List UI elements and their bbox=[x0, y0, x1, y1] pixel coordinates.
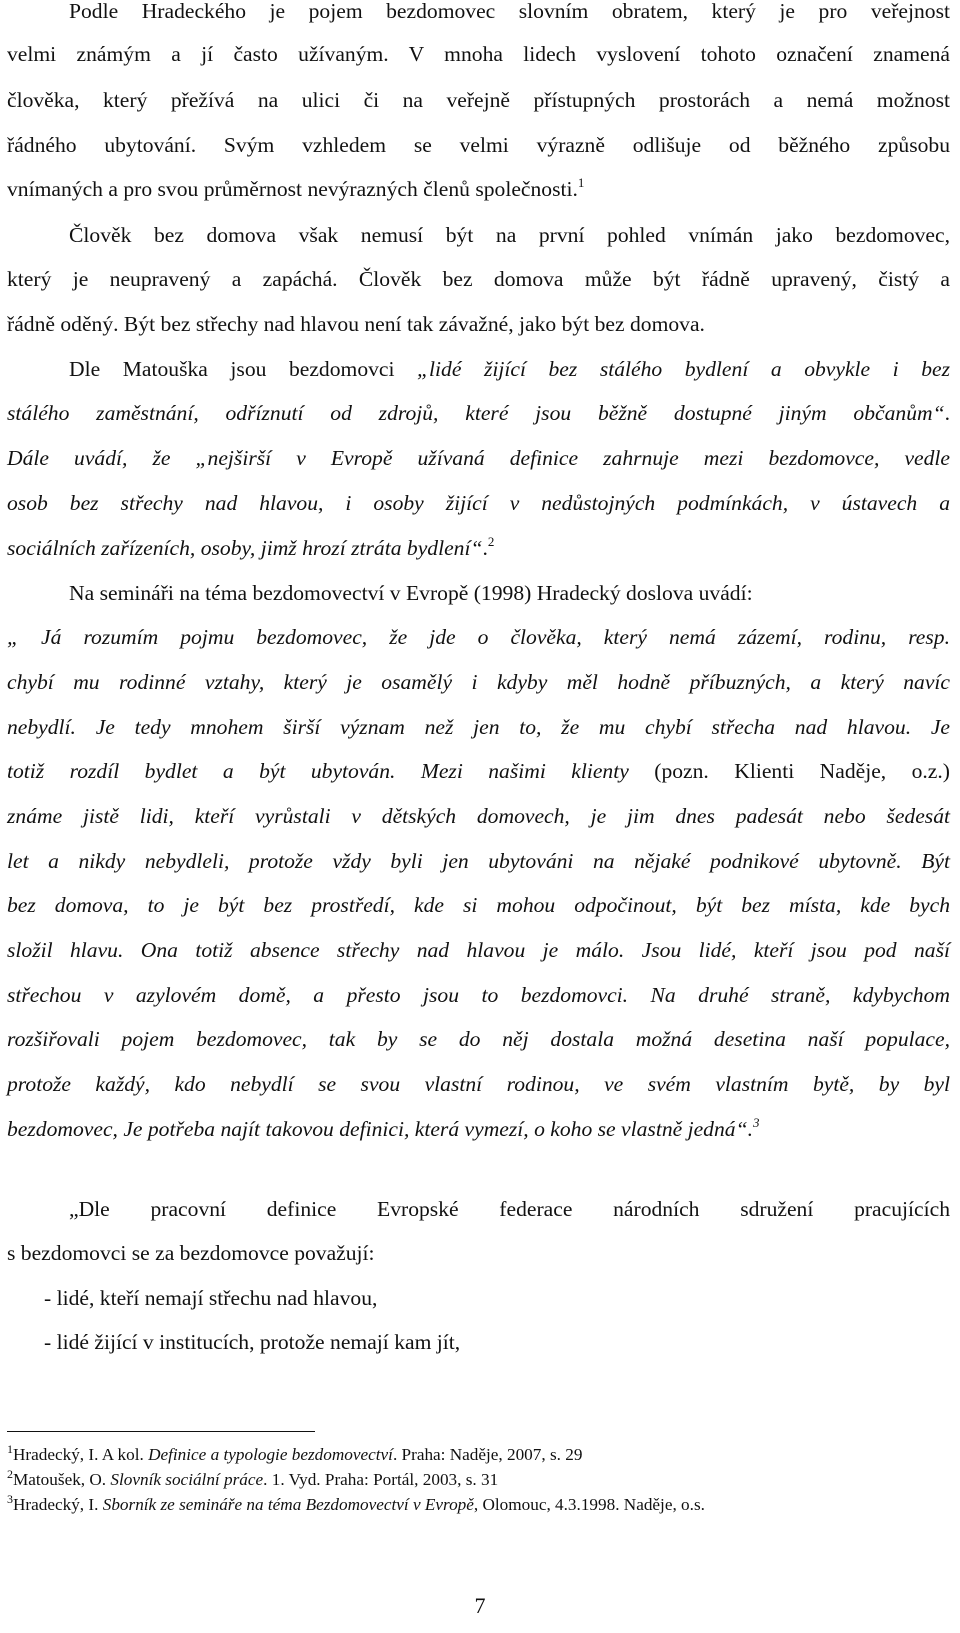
paragraph-2-line: který je neupravený a zapáchá. Člověk bez domova může být řádně upravený, čistý a bbox=[7, 267, 950, 291]
quote-line: rozšiřovali pojem bezdomovec, tak by se do něj dostala možná desetina naší populace, bbox=[7, 1027, 950, 1051]
paragraph-3-line: stálého zaměstnání, odříznutí od zdrojů, které jsou běžně dostupné jiným občanům“. bbox=[7, 401, 950, 425]
paragraph-1-line: velmi známým a jí často užívaným. V mnoha lidech vyslovení tohoto označení znamená bbox=[7, 42, 950, 66]
quote-line: nebydlí. Je tedy mnohem širší význam než jen to, že mu chybí střecha nad hlavou. Je bbox=[7, 715, 950, 739]
paragraph-1-line: člověka, který přežívá na ulici či na veřejně přístupných prostorách a nemá možnost bbox=[7, 88, 950, 112]
paragraph-4-line: Na semináři na téma bezdomovectví v Evropě (1998) Hradecký doslova uvádí: bbox=[69, 581, 753, 605]
paragraph-1-line: řádného ubytování. Svým vzhledem se velmi výrazně odlišuje od běžného způsobu bbox=[7, 133, 950, 157]
list-item: - lidé, kteří nemají střechu nad hlavou, bbox=[44, 1286, 378, 1310]
paragraph-1-line: vnímaných a pro svou průměrnost nevýrazných členů společnosti.$^1$ bbox=[7, 175, 585, 201]
footnote-ref: 3 bbox=[752, 1115, 760, 1130]
quote-line: složil hlavu. Ona totiž absence střechy nad hlavou je málo. Jsou lidé, kteří jsou pod naší bbox=[7, 938, 950, 962]
quote-line: „ Já rozumím pojmu bezdomovec, že jde o člověka, který nemá zázemí, rodinu, resp. bbox=[7, 625, 950, 649]
footnote-separator bbox=[7, 1431, 315, 1432]
list-item: - lidé žijící v institucích, protože nemají kam jít, bbox=[44, 1330, 461, 1354]
paragraph-3-line: sociálních zařízeních, osoby, jimž hrozí ztráta bydlení“.$^2$ bbox=[7, 534, 495, 560]
quote-line: střechou v azylovém domě, a přesto jsou to bezdomovci. Na druhé straně, kdybychom bbox=[7, 983, 950, 1007]
quote-line: bez domova, to je být bez prostředí, kde si mohou odpočinout, být bez místa, kde bych bbox=[7, 893, 950, 917]
footnote: $^3$Hradecký, I. Sborník ze semináře na téma Bezdomovectví v Evropě, Olomouc, 4.3.1998. Naděje, o.s. bbox=[7, 1492, 705, 1514]
paragraph-3-line: osob bez střechy nad hlavou, i osoby žijící v nedůstojných podmínkách, v ústavech a bbox=[7, 491, 950, 515]
footnote-ref: 2 bbox=[487, 534, 495, 549]
footnote: $^1$Hradecký, I. A kol. Definice a typologie bezdomovectví. Praha: Naděje, 2007, s. 29 bbox=[7, 1442, 583, 1464]
paragraph-2-line: řádně oděný. Být bez střechy nad hlavou není tak závažné, jako být bez domova. bbox=[7, 312, 705, 336]
paragraph-1-line: Podle Hradeckého je pojem bezdomovec slovním obratem, který je pro veřejnost bbox=[69, 0, 950, 23]
paragraph-3-line: Dle Matouška jsou bezdomovci „lidé žijící bez stálého bydlení a obvykle i bez bbox=[69, 357, 950, 381]
quote-line: známe jistě lidi, kteří vyrůstali v dětských domovech, je jim dnes padesát nebo šedesát bbox=[7, 804, 950, 828]
quote-line: protože každý, kdo nebydlí se svou vlastní rodinou, ve svém vlastním bytě, by byl bbox=[7, 1072, 950, 1096]
page-number: 7 bbox=[474, 1593, 486, 1618]
quote-line: let a nikdy nebydleli, protože vždy byli jen ubytováni na nějaké podnikové ubytovně. Být bbox=[7, 849, 950, 873]
quote-line: totiž rozdíl bydlet a být ubytován. Mezi našimi klienty (pozn. Klienti Naděje, o.z.) bbox=[7, 759, 950, 783]
paragraph-3-line: Dále uvádí, že „nejširší v Evropě užívaná definice zahrnuje mezi bezdomovce, vedle bbox=[7, 446, 950, 470]
footnote-ref: 1 bbox=[577, 175, 585, 190]
footnote: $^2$Matoušek, O. Slovník sociální práce. 1. Vyd. Praha: Portál, 2003, s. 31 bbox=[7, 1467, 499, 1489]
quote-line: bezdomovec, Je potřeba najít takovou definici, která vymezí, o koho se vlastně jedná“.$^3$ bbox=[7, 1115, 760, 1141]
quote-line: chybí mu rodinné vztahy, který je osamělý i kdyby měl hodně příbuzných, a který navíc bbox=[7, 670, 950, 694]
paragraph-5-line: s bezdomovci se za bezdomovce považují: bbox=[7, 1241, 375, 1265]
paragraph-2-line: Člověk bez domova však nemusí být na první pohled vnímán jako bezdomovec, bbox=[69, 223, 950, 247]
paragraph-5-line: „Dle pracovní definice Evropské federace národních sdružení pracujících bbox=[69, 1197, 950, 1221]
